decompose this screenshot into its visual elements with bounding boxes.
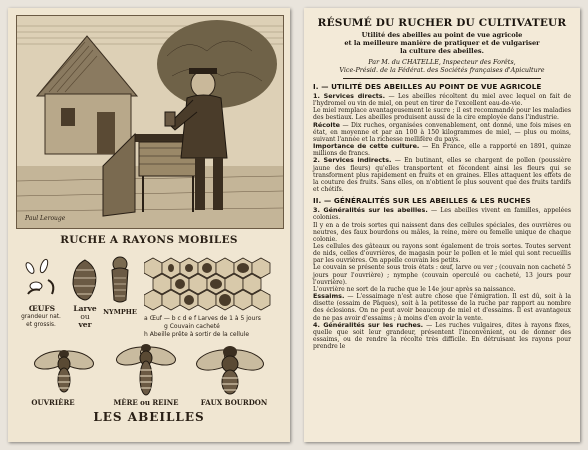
author-credit xyxy=(313,58,571,74)
author-line: Par M. du CHATELLE, Inspecteur des Forêts, xyxy=(368,58,516,66)
drone-figure xyxy=(194,346,265,394)
paragraph-head: Essaims. xyxy=(313,292,345,301)
paragraph: L'ouvrière ne sort de la ruche que le 14e jour après sa naissance. xyxy=(313,285,516,293)
bees-illustration xyxy=(22,340,280,398)
paragraph xyxy=(313,207,571,221)
left-page xyxy=(8,8,290,442)
nymph-illustration xyxy=(106,254,134,306)
paragraph xyxy=(313,93,571,107)
section-heading-2: II. — GÉNÉRALITÉS SUR LES ABEILLES & LES RUCHES xyxy=(313,196,531,206)
paragraph-head: 4. Généralités sur les ruches. xyxy=(313,320,424,329)
paragraph-text: — Les abeilles vivent en familles, appelées colonies. xyxy=(313,207,571,222)
paragraph-head: 3. Généralités sur les abeilles. xyxy=(313,206,428,215)
right-page xyxy=(304,8,580,442)
queen-bee-figure xyxy=(115,344,178,395)
paragraph-text: — Les abeilles récoltent du miel avec lequel on fait de l'hydromel ou vin de miel, on peut en tirer de l'excellent eau-de-vie. xyxy=(313,93,571,108)
paragraph-head: 2. Services indirects. xyxy=(313,156,392,165)
comb-cells-illustration xyxy=(144,256,274,312)
larva-illustration xyxy=(68,256,102,304)
paragraph xyxy=(313,122,571,143)
paragraph: Les cellules des gâteaux ou rayons sont également de trois sortes. Toutes servent de nids, celles d'ouvrières, de magasin pour le pollen et le miel qui sont recueillis par les ouvrières. On appelle couvain les petits. xyxy=(313,242,571,265)
worker-bee-figure xyxy=(33,348,96,392)
nymph-label: NYMPHE xyxy=(103,308,137,316)
subtitle-line: la culture des abeilles. xyxy=(400,47,484,55)
larva-label: Larve xyxy=(73,304,97,313)
paragraph-head: 1. Services directs. xyxy=(313,92,386,100)
subtitle-line: Utilité des abeilles au point de vue agricole xyxy=(361,31,523,39)
paragraph-head: Importance de cette culture. xyxy=(313,142,420,151)
comb-legend-3: h Abeille prête à sortir de la cellule xyxy=(144,331,250,338)
paragraph: Il y en a de trois sortes qui naissent dans des cellules spéciales, des ouvrières ou neutres, des faux bourdons ou mâles, la reine, mère ou femelle unique de chaque colonie. xyxy=(313,221,571,243)
drone-label: FAUX BOURDON xyxy=(200,398,268,407)
beekeeper-illustration xyxy=(17,16,283,228)
paragraph-text: — En butinant, elles se chargent de pollen (poussière jaune des fleurs) qu'elles transportent et fécondent ainsi les fleurs qui se transforment plus rapidement en fruits et en graines. Elles attaquent les effets de la couture des fruits. Sans elles, on n'obtient le plus souvent que des fruits tardifs et chétifs. xyxy=(313,157,571,194)
section-heading-1: I. — UTILITÉ DES ABEILLES AU POINT DE VUE AGRICOLE xyxy=(313,82,542,91)
paragraph xyxy=(313,293,571,322)
abeilles-title: LES ABEILLES xyxy=(93,410,205,424)
larva-ver: ver xyxy=(78,320,92,329)
paragraph: Le miel remplace avantageusement le sucre ; il est recommandé pour les maladies des bestiaux. Les abeilles produisent aussi de la cire employée dans l'industrie. xyxy=(313,107,571,122)
queen-label: MÈRE ou REINE xyxy=(113,398,179,407)
summary-title: RÉSUMÉ DU RUCHER DU CULTIVATEUR xyxy=(317,17,567,29)
author-line: Vice-Présid. de la Fédérat. des Sociétés françaises d'Apiculture xyxy=(339,66,545,74)
paragraph xyxy=(313,322,571,351)
beekeeper-engraving xyxy=(16,15,284,229)
comb-legend-2: g Couvain cacheté xyxy=(164,323,220,330)
paragraph: Le couvain se présente sous trois états : œuf, larve ou ver ; (couvain non cacheté 5 jours pour l'ouvrière) ; nymphe (couvain operculé ou cacheté, 13 jours pour l'ouvrière). xyxy=(313,264,571,286)
paragraph xyxy=(313,143,571,157)
summary-subtitle xyxy=(313,31,571,55)
comb-legend-1: a Œuf — b c d e f Larves de 1 à 5 jours xyxy=(144,315,261,322)
paragraph-text: — En France, elle a rapporté en 1891, quinze millions de francs. xyxy=(313,143,572,158)
engraving-signature: Paul Lerouge xyxy=(25,215,66,222)
paragraph-text: — Dix ruches, organisées convenablement, ont donné, une fois mises en état, en moyenne et par an 100 à 150 kilogrammes de miel, — plus ou moins, suivant l'année et la richesse mellifère du pays. xyxy=(313,121,571,143)
eggs-illustration xyxy=(22,258,62,302)
title-divider xyxy=(343,78,541,79)
subtitle-line: et la meilleure manière de pratiquer et de vulgariser xyxy=(344,39,540,47)
worker-label: OUVRIÈRE xyxy=(31,398,75,407)
paragraph-text: — Les ruches vulgaires, dites à rayons fixes, quelle que soit leur grandeur, présentent l'inconvénient, ou de donner des essaims, ou de rendre la récolte très difficile. En détruisant les rayons pour prendre le xyxy=(313,321,571,351)
paragraph xyxy=(313,157,571,193)
larva-ou: ou xyxy=(80,312,90,321)
eggs-sublabel: grandeur nat. et grossis. xyxy=(21,314,61,328)
paragraph-text: — L'essaimage n'est autre chose que l'émigration. Il est dû, soit à la disette (essaim de Pâques), soit à la petitesse de la ruche par rapport au nombre des éclosions. On ne peut avoir beaucoup de miel et d'essaims. Il est avantageux de ne pas avoir d'essaims ; à moins d'en avoir la vente. xyxy=(313,293,571,322)
hive-caption: RUCHE A RAYONS MOBILES xyxy=(60,234,238,246)
eggs-label: ŒUFS xyxy=(28,304,56,313)
paragraph-head: Récolte xyxy=(313,120,341,129)
